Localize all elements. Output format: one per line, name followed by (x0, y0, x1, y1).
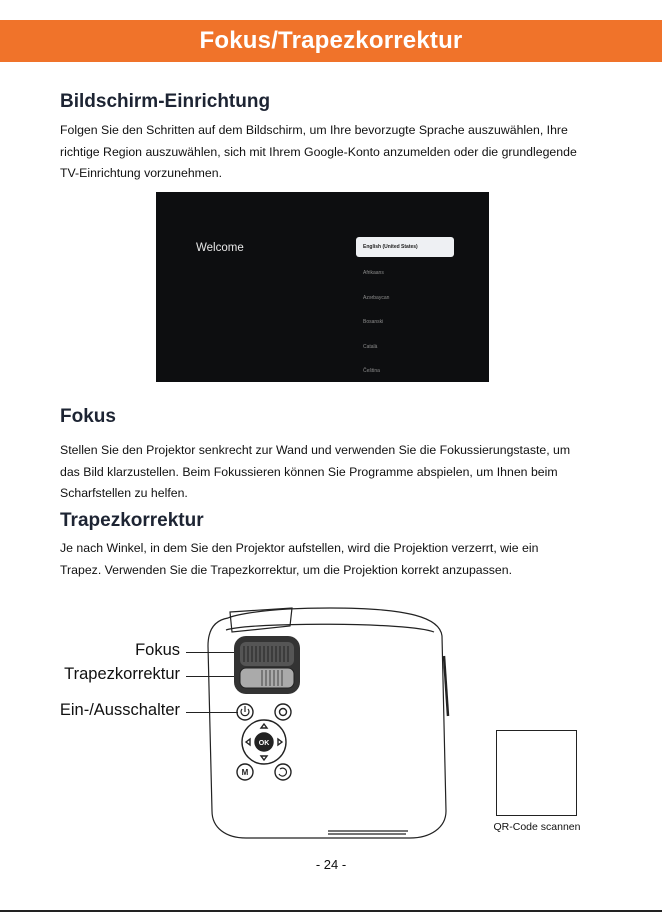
callout-label-focus: Fokus (135, 641, 180, 659)
back-button (275, 764, 291, 780)
tv-language-item: Čeština (363, 368, 380, 375)
page-title: Fokus/Trapezkorrektur (199, 27, 463, 54)
page-header-bar (0, 20, 662, 62)
keystone-paragraph (60, 538, 625, 581)
focus-paragraph (60, 440, 625, 505)
section-heading-screen-setup: Bildschirm-Einrichtung (60, 91, 271, 112)
paragraph-line: das Bild klarzustellen. Beim Fokussieren können Sie Programme abspielen, um Ihnen beim (60, 464, 558, 479)
tv-language-list (356, 237, 454, 384)
lens-assembly (234, 636, 300, 694)
paragraph-line: Stellen Sie den Projektor senkrecht zur Wand und verwenden Sie die Fokussierungstaste, um (60, 443, 571, 457)
left-arrow-icon (246, 739, 250, 745)
tv-setup-screenshot (156, 192, 489, 382)
footer-divider (0, 910, 662, 912)
projector-top-edge (226, 624, 434, 632)
tv-language-item: Azərbaycan (363, 294, 390, 301)
callout-label-keystone: Trapezkorrektur (64, 665, 180, 683)
control-panel (237, 704, 291, 780)
projector-side-grip (444, 656, 448, 716)
back-icon (279, 768, 287, 776)
callout-label-power: Ein-/Ausschalter (59, 701, 180, 719)
section-heading-focus: Fokus (60, 406, 116, 427)
paragraph-line: Folgen Sie den Schritten auf dem Bildschirm, um Ihre bevorzugte Sprache auszuwählen, Ihre (60, 123, 568, 137)
paragraph-line: TV-Einrichtung vorzunehmen. (60, 166, 222, 180)
section-heading-keystone: Trapezkorrektur (60, 510, 204, 531)
down-arrow-icon (261, 756, 267, 760)
menu-label: M (241, 768, 249, 777)
qr-code-placeholder (496, 730, 577, 816)
paragraph-line: Je nach Winkel, in dem Sie den Projektor aufstellen, wird die Projektion verzerrt, wie ein (60, 541, 539, 555)
keystone-wheel (240, 668, 294, 688)
paragraph-line: Scharfstellen zu helfen. (60, 486, 188, 500)
tv-language-item: Català (363, 343, 378, 350)
right-arrow-icon (278, 739, 282, 745)
tv-language-item: Bosanski (363, 319, 384, 326)
qr-caption: QR-Code scannen (493, 821, 581, 833)
up-arrow-icon (261, 724, 267, 728)
tv-language-item: Afrikaans (363, 270, 384, 277)
gear-icon (280, 709, 287, 716)
paragraph-line: Trapez. Verwenden Sie die Trapezkorrektur, um die Projektion korrekt anzupassen. (60, 562, 513, 577)
tv-language-item-selected: English (United States) (356, 237, 454, 257)
page-number: - 24 - (315, 857, 347, 872)
screen-setup-paragraph (60, 120, 625, 185)
paragraph-line: richtige Region auszuwählen, sich mit Ihrem Google-Konto anzumelden oder die grundlegende (60, 144, 577, 159)
ok-label: OK (258, 740, 270, 747)
settings-button (275, 704, 291, 720)
projector-top-view-illustration (190, 606, 470, 846)
tv-welcome-text: Welcome (196, 242, 244, 254)
